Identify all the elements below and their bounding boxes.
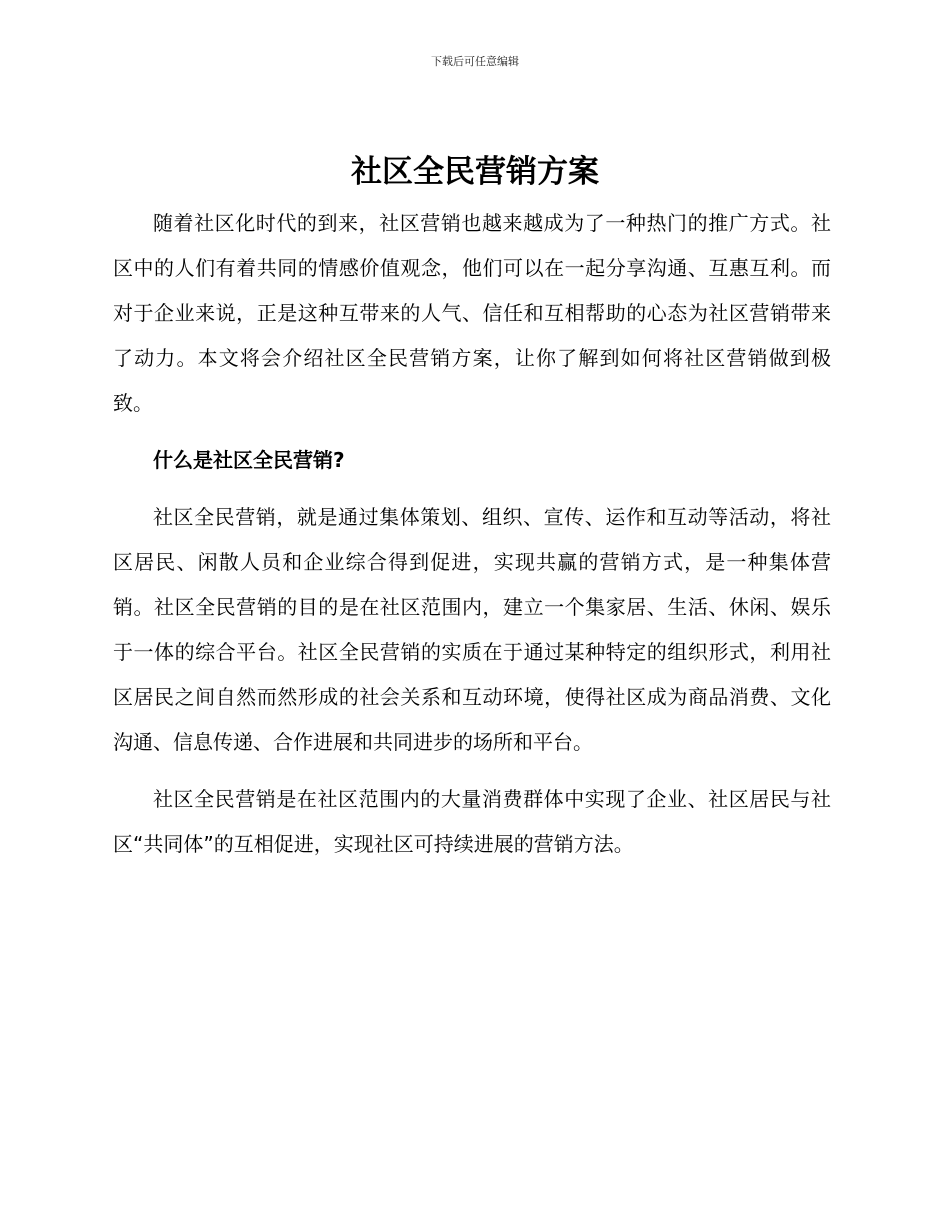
section-heading: 什么是社区全民营销? bbox=[153, 448, 345, 472]
body-paragraph-2: 社区全民营销是在社区范围内的大量消费群体中实现了企业、社区居民与社区“共同体”的互相促进，实现社区可持续进展的营销方法。 bbox=[113, 787, 831, 856]
document-body bbox=[113, 201, 831, 867]
intro-paragraph: 随着社区化时代的到来，社区营销也越来越成为了一种热门的推广方式。社区中的人们有着共同的情感价值观念，他们可以在一起分享沟通、互惠互利。而对于企业来说，正是这种互带来的人气、信任和互相帮助的心态为社区营销带来了动力。本文将会介绍社区全民营销方案，让你了解到如何将社区营销做到极致。 bbox=[113, 211, 831, 415]
document-title: 社区全民营销方案 bbox=[351, 154, 599, 190]
body-paragraph-1: 社区全民营销，就是通过集体策划、组织、宣传、运作和互动等活动，将社区居民、闲散人员和企业综合得到促进，实现共赢的营销方式，是一种集体营销。社区全民营销的目的是在社区范围内，建立一个集家居、生活、休闲、娱乐于一体的综合平台。社区全民营销的实质在于通过某种特定的组织形式，利用社区居民之间自然而然形成的社会关系和互动环境，使得社区成为商品消费、文化沟通、信息传递、合作进展和共同进步的场所和平台。 bbox=[113, 505, 831, 754]
page-header-note: 下载后可任意编辑 bbox=[431, 55, 519, 68]
